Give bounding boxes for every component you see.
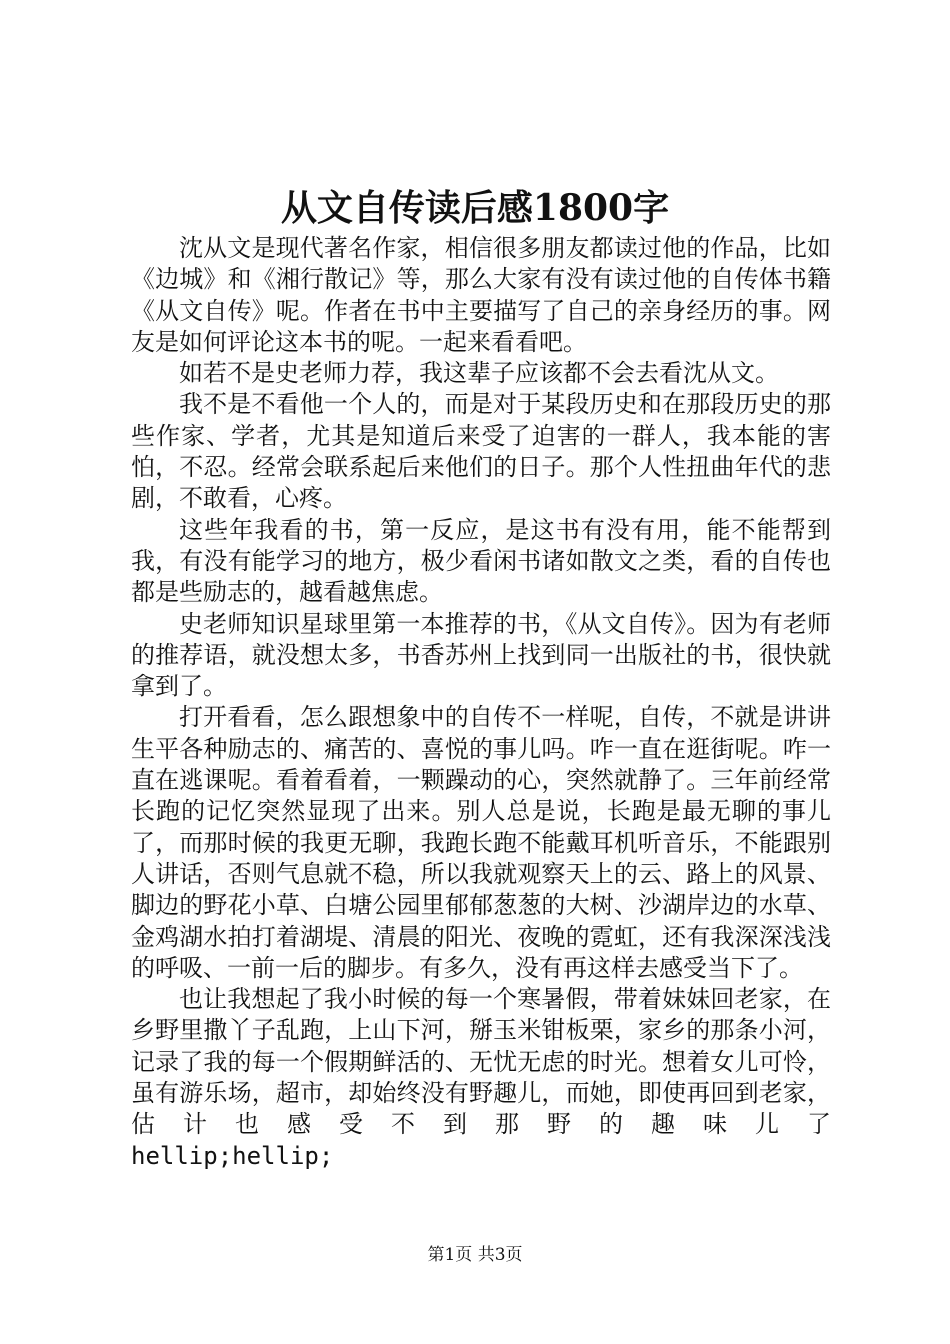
document-body [131,233,831,1172]
paragraph: 史老师知识星球里第一本推荐的书，《从文自传》。因为有老师的推荐语，就没想太多，书香苏州上找到同一出版社的书，很快就拿到了。 [131,609,831,701]
paragraph: 我不是不看他一个人的，而是对于某段历史和在那段历史的那些作家、学者，尤其是知道后来受了迫害的一群人，我本能的害怕，不忍。经常会联系起后来他们的日子。那个人性扭曲年代的悲剧，不敢看，心疼。 [131,390,831,513]
page-footer: 第1页 共3页 [427,1245,523,1265]
paragraph: 打开看看，怎么跟想象中的自传不一样呢，自传，不就是讲讲生平各种励志的、痛苦的、喜悦的事儿吗。咋一直在逛街呢。咋一直在逃课呢。看着看着，一颗躁动的心，突然就静了。三年前经常长跑的记忆突然显现了出来。别人总是说，长跑是最无聊的事儿了，而那时候的我更无聊，我跑长跑不能戴耳机听音乐，不能跟别人讲话，否则气息就不稳，所以我就观察天上的云、路上的风景、脚边的野花小草、白塘公园里郁郁葱葱的大树、沙湖岸边的水草、金鸡湖水拍打着湖堤、清晨的阳光、夜晚的霓虹，还有我深深浅浅的呼吸、一前一后的脚步。有多久，没有再这样去感受当下了。 [131,703,831,982]
paragraph: 如若不是史老师力荐，我这辈子应该都不会去看沈从文。 [179,359,779,388]
paragraph: 沈从文是现代著名作家，相信很多朋友都读过他的作品，比如《边城》和《湘行散记》等，那么大家有没有读过他的自传体书籍《从文自传》呢。作者在书中主要描写了自己的亲身经历的事。网友是如何评论这本书的呢。一起来看看吧。 [131,234,831,356]
document-title: 从文自传读后感1800字 [280,187,670,229]
paragraph: 这些年我看的书，第一反应，是这书有没有用，能不能帮到我，有没有能学习的地方，极少看闲书诸如散文之类，看的自传也都是些励志的，越看越焦虑。 [131,515,831,607]
paragraph-trailing-text: hellip;hellip; [131,1141,334,1170]
paragraph: 也让我想起了我小时候的每一个寒暑假，带着妹妹回老家，在乡野里撒丫子乱跑，上山下河，掰玉米钳板栗，家乡的那条小河，记录了我的每一个假期鲜活的、无忧无虑的时光。想着女儿可怜，虽有游乐场，超市，却始终没有野趣儿，而她，即使再回到老家，估计也感受不到那野的趣味儿了 [131,985,831,1139]
